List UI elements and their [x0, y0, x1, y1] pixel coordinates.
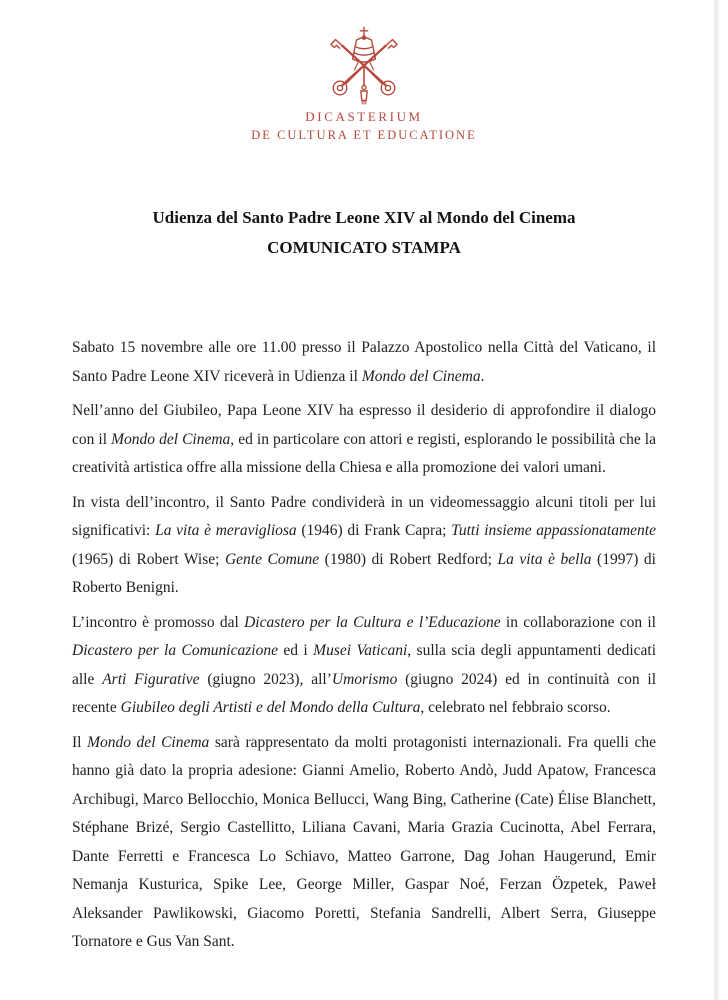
document-body	[72, 334, 656, 957]
text-segment: , celebrato nel febbraio scorso.	[420, 699, 611, 717]
italic-text-segment: Dicastero per la Cultura e l’Educazione	[244, 613, 501, 631]
italic-text-segment: La vita è meravigliosa	[155, 522, 297, 540]
text-segment: In vista dell’incontro, il Santo Padre condividerà in un videomessaggio alcuni titoli per lui significativi:	[72, 493, 656, 540]
paragraph-audience-date	[72, 334, 656, 391]
text-segment: sarà rappresentato da molti protagonisti internazionali. Fra quelli che hanno già dato la propria adesione: Gianni Amelio, Roberto Andò, Judd Apatow, Francesca Archibugi, Marco Bellocchio, Monica Bellucci, Wang Bing, Catherine (Cate) Élise Blanchett, Stéphane Brizé, Sergio Castellitto, Liliana Cavani, Maria Grazia Cucinotta, Abel Ferrara, Dante Ferretti e Francesca Lo Schiavo, Matteo Garrone, Dag Johan Haugerund, Emir Nemanja Kusturica, Spike Lee, George Miller, Gaspar Noé, Ferzan Özpetek, Paweł Aleksander Pawlikowski, Giacomo Poretti, Stefania Sandrelli, Albert Serra, Giuseppe Tornatore e Gus Van Sant.	[72, 733, 656, 951]
paragraph-organizers	[72, 609, 656, 723]
text-segment: (1997) di Roberto Benigni.	[72, 550, 656, 597]
text-segment: Nell’anno del Giubileo, Papa Leone XIV ha espresso il desiderio di approfondire il dialogo con il	[72, 402, 656, 448]
page-scan-edge	[713, 0, 719, 1000]
text-segment: .	[480, 367, 485, 385]
italic-text-segment: Musei Vaticani	[313, 642, 408, 660]
italic-text-segment: Mondo del Cinema	[111, 430, 231, 448]
italic-text-segment: Gente Comune	[224, 550, 320, 568]
paragraph-jubilee-dialogue	[72, 397, 656, 483]
text-segment: (1965) di Robert Wise;	[72, 550, 225, 568]
text-segment: L’incontro è promosso dal	[72, 613, 245, 631]
text-segment: (giugno 2023), all’	[199, 670, 332, 688]
text-segment: (1980) di Robert Redford;	[319, 550, 498, 568]
document-title: Udienza del Santo Padre Leone XIV al Mondo del Cinema	[152, 207, 576, 227]
org-name-line2: DE CULTURA ET EDUCATIONE	[251, 127, 477, 142]
italic-text-segment: La vita è bella	[497, 550, 592, 568]
text-segment: in collaborazione con il	[500, 613, 656, 631]
text-segment: Sabato 15 novembre alle ore 11.00 presso il Palazzo Apostolico nella Città del Vaticano, il Santo Padre Leone XIV riceverà in Udienza il	[72, 339, 656, 385]
text-segment: ed i	[277, 642, 314, 660]
text-segment: , ed in particolare con attori e registi, esplorando le possibilità che la creatività artistica offre alla missione della Chiesa e alla promozione dei valori umani.	[72, 430, 656, 477]
italic-text-segment: Tutti insieme appassionatamente	[451, 522, 656, 540]
italic-text-segment: Arti Figurative	[102, 670, 200, 688]
text-segment: Il	[72, 733, 88, 751]
text-segment: , sulla scia degli appuntamenti dedicati alle	[72, 642, 657, 688]
italic-text-segment: Mondo del Cinema	[361, 367, 481, 385]
text-segment: (1946) di Frank Capra;	[296, 522, 452, 540]
paragraph-attendees	[72, 729, 656, 957]
italic-text-segment: Giubileo degli Artisti e del Mondo della Cultura	[120, 699, 421, 717]
org-name-line1: DICASTERIUM	[305, 109, 423, 124]
text-segment: (giugno 2024) ed in continuità con il recente	[72, 670, 657, 717]
document-subtitle: COMUNICATO STAMPA	[267, 237, 461, 257]
vatican-crest-icon	[309, 26, 419, 106]
letterhead	[0, 0, 728, 143]
italic-text-segment: Umorismo	[331, 670, 398, 688]
italic-text-segment: Dicastero per la Comunicazione	[72, 642, 278, 660]
italic-text-segment: Mondo del Cinema	[87, 733, 210, 751]
paragraph-film-titles	[72, 489, 656, 603]
